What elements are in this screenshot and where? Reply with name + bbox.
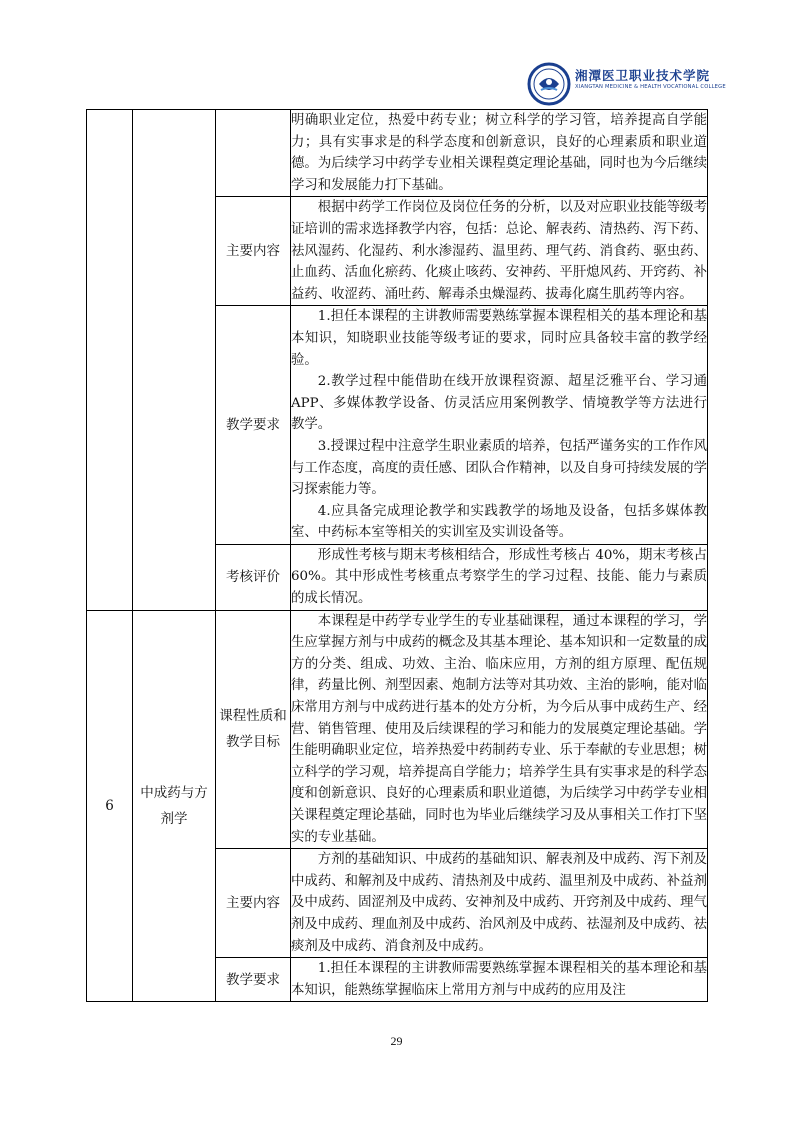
college-english-name: XIANGTAN MEDICINE & HEALTH VOCATIONAL COLLEGE <box>575 84 726 90</box>
evaluation-cell <box>291 544 708 610</box>
course-number: 6 <box>87 610 133 1002</box>
content-text: 方剂的基础知识、中成药的基础知识、解表剂及中成药、泻下剂及中成药、和解剂及中成药、清热剂及中成药、温里剂及中成药、补益剂及中成药、固涩剂及中成药、安神剂及中成药、开窍剂及中成药、理气剂及中成药、理血剂及中成药、治风剂及中成药、祛湿剂及中成药、祛痰剂及中成药、消食剂及中成药。 <box>291 852 707 954</box>
evaluation-text: 形成性考核与期末考核相结合，形成性考核占 40%，期末考核占 60%。其中形成性考核重点考察学生的学习过程、技能、能力与素质的成长情况。 <box>291 547 707 607</box>
content-cell <box>291 197 708 306</box>
requirement-item: 2.教学过程中能借助在线开放课程资源、超星泛雅平台、学习通 APP、多媒体教学设备、仿灵活应用案例教学、情境教学等方法进行教学。 <box>291 374 707 433</box>
content-cell <box>291 849 708 958</box>
objective-content-cell <box>291 110 708 197</box>
content-text: 根据中药学工作岗位及岗位任务的分析，以及对应职业技能等级考证培训的需求选择教学内容，包括：总论、解表药、清热药、泻下药、祛风湿药、化湿药、利水渗湿药、温里药、理气药、消食药、驱虫药、止血药、活血化瘀药、化痰止咳药、安神药、平肝熄风药、开窍药、补益药、收涩药、涌吐药、解毒杀虫燥湿药、拔毒化腐生肌药等内容。 <box>291 200 707 302</box>
nature-label <box>216 610 291 849</box>
requirement-item: 3.授课过程中注意学生职业素质的培养，包括严谨务实的工作作风与工作态度，高度的责任感、团队合作精神，以及自身可持续发展的学习探索能力等。 <box>291 438 707 498</box>
page-number: 29 <box>390 1034 403 1048</box>
nature-cell <box>291 610 708 849</box>
requirements-cell <box>291 306 708 545</box>
course-number-cell <box>87 110 133 611</box>
course-name-cell <box>133 110 216 611</box>
requirements-label: 教学要求 <box>216 958 291 1002</box>
objective-label-cell <box>216 110 291 197</box>
requirement-item: 1.担任本课程的主讲教师需要熟练掌握本课程相关的基本理论和基本知识，知晓职业技能等级考证的要求，同时应具备较丰富的教学经验。 <box>291 309 707 368</box>
course-name-line: 中成药与方 <box>140 785 208 801</box>
objective-text: 明确职业定位，热爱中药专业；树立科学的学习管，培养提高自学能力；具有实事求是的科学态度和创新意识，良好的心理素质和职业道德。为后续学习中药学专业相关课程奠定理论基础，同时也为今后继续学习和发展能力打下基础。 <box>291 113 707 193</box>
table-row <box>87 610 708 849</box>
content-label: 主要内容 <box>216 849 291 958</box>
evaluation-label: 考核评价 <box>216 544 291 610</box>
college-name: 湘潭医卫职业技术学院 <box>575 68 711 83</box>
requirement-item: 4.应具备完成理论教学和实践教学的场地及设备，包括多媒体教室、中药标本室等相关的实训室及实训设备等。 <box>291 503 707 541</box>
college-logo <box>527 62 726 106</box>
curriculum-table <box>86 109 708 1002</box>
table-row <box>87 110 708 197</box>
content-label: 主要内容 <box>216 197 291 306</box>
requirements-cell <box>291 958 708 1002</box>
college-emblem-icon <box>527 62 571 106</box>
nature-text: 本课程是中药学专业学生的专业基础课程，通过本课程的学习，学生应掌握方剂与中成药的概念及其基本理论、基本知识和一定数量的成方的分类、组成、功效、主治、临床应用，方剂的组方原理、配伍规律，药量比例、剂型因素、炮制方法等对其功效、主治的影响，能对临床常用方剂与中成药进行基本的处方分析，为今后从事中成药生产、经营、销售管理、使用及后续课程的学习和能力的发展奠定理论基础。学生能明确职业定位，培养热爱中药制药专业、乐于奉献的专业思想；树立科学的学习观，培养提高自学能力；培养学生具有实事求是的科学态度和创新意识、良好的心理素质和职业道德，为后续学习中药学专业相关课程奠定理论基础，同时也为毕业后继续学习及从事相关工作打下坚实的专业基础。 <box>291 613 707 845</box>
nature-label-line: 教学目标 <box>226 734 280 751</box>
requirements-label: 教学要求 <box>216 306 291 545</box>
course-name-line: 剂学 <box>160 811 188 827</box>
course-name <box>133 610 216 1002</box>
nature-label-line: 课程性质和 <box>219 708 287 725</box>
requirement-item: 1.担任本课程的主讲教师需要熟练掌握本课程相关的基本理论和基本知识，能熟练掌握临床上常用方剂与中成药的应用及注 <box>291 961 707 998</box>
